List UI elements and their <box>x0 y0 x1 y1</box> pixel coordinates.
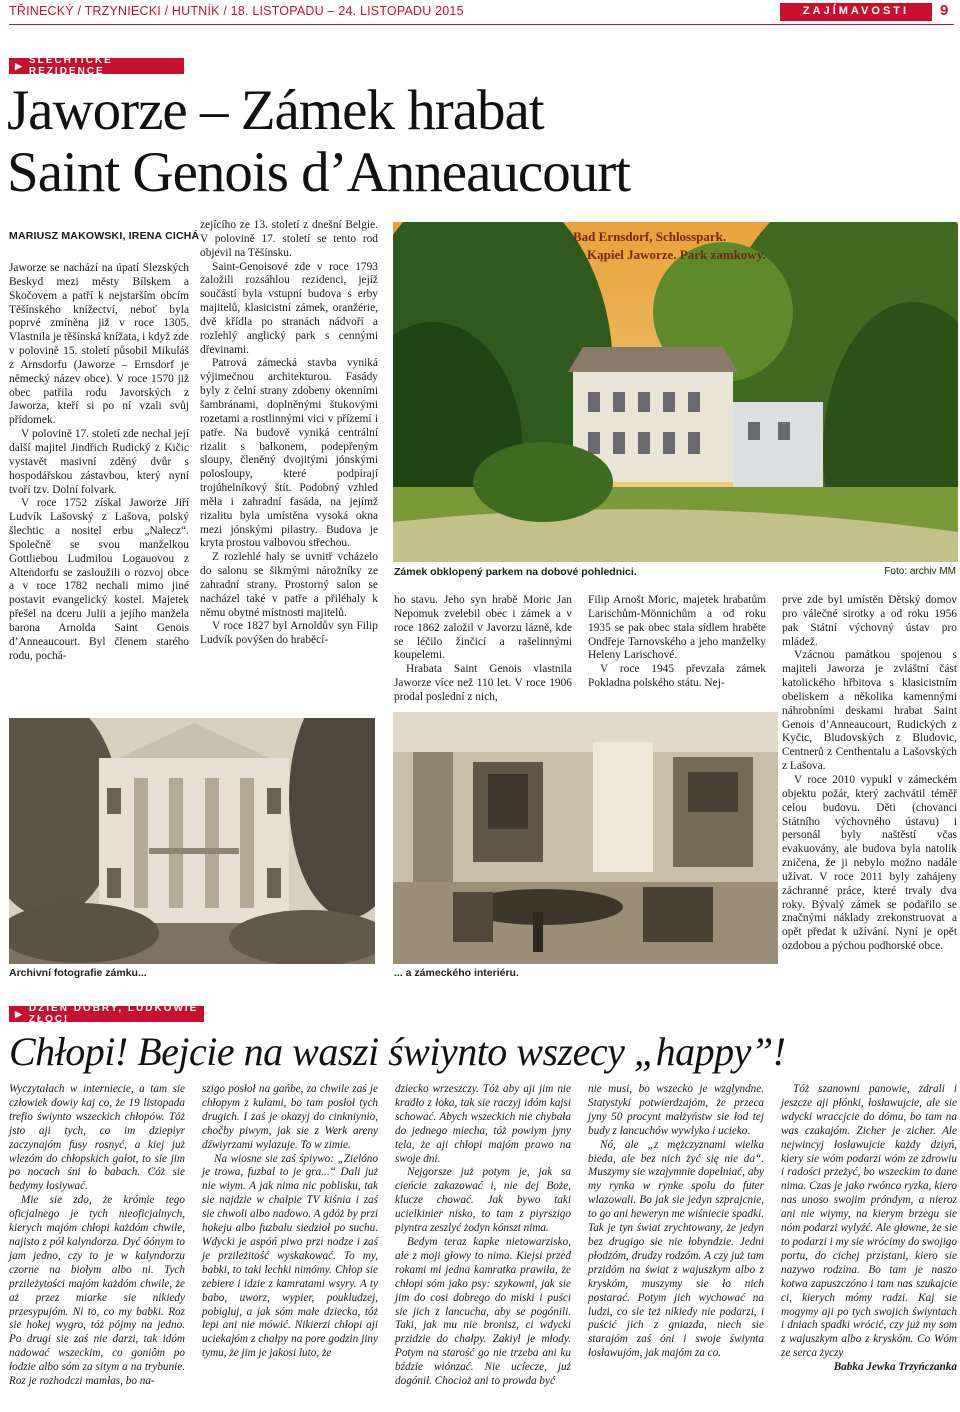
signature <box>781 1361 957 1375</box>
article1-column-1 <box>9 262 189 663</box>
article-title-line1: Jaworze – Zámek hrabat <box>7 79 544 142</box>
paragraph: nie musi, bo wszecko je wzglyndne. Statystyki potwierdzajóm, że przeca jyny 50 procynt małżyństw sie łod tej budy z łancuchów wywlyko i ucieko. <box>588 1083 764 1137</box>
page-number: 9 <box>940 2 949 19</box>
article2-column-3 <box>395 1083 571 1389</box>
photo-castle-archive <box>9 718 375 964</box>
caption-park: Zámek obklopený parkem na dobové pohlednici. <box>394 566 637 578</box>
kicker-dzien-dobry: DZIEŃ DOBRY, LUDKOWIE ZŁOCI <box>28 1003 199 1025</box>
article2-column-2 <box>202 1083 378 1361</box>
postcard-caption-line2: Kąpiel Jaworze. Park zamkowy. <box>587 247 766 262</box>
paragraph: Nejgorsze już potym je, jak sa cieńcie zakazować i, nie dej Boże, klucze chować. Jak bywo taki ucielkinier nisko, to tam z piyrszigo piyntra zeszlyć żodyn kónszt nima. <box>395 1166 571 1235</box>
paragraph: Patrová zámecká stavba vyniká výjimečnou architekturou. Fasády byly z čelní strany zdobeny okenními šambránami, doplněnými štukovými rozetami a rostlinnými vici v přízemí i patře. Na budově vyniká centrální rizalit s balkonem, podepřeným sloupy, členěný dvojitými jónskými polosloupy, které podpírají trojúhelníkový štít. Podobný vzhled měla i zahradní fasáda, na jejímž rizalitu byla umístěna vysoká okna mezi jónskými pilastry. Budova je kryta prostou valbovou střechou. <box>200 357 378 550</box>
paragraph: ho stavu. Jeho syn hrabě Moric Jan Nepomuk zvelebil obec i zámek a v roce 1862 založil v Javorzu lázně, kde se léčilo žinčicí a rašelinnými koupelemi. <box>394 594 572 662</box>
paragraph: dziecko wrzeszczy. Tóż aby aji jim nie kradło z łoka, tak sie raczyj idóm kajsi schować. Abych wszeckich nie chybała do jednego miecha, tóż powiym jyny tela, że aji chłopi majóm prawo na swoje dni. <box>395 1083 571 1165</box>
paragraph: Filip Arnošt Moric, majetek hrabatům Larischům-Mönnichům a od roku 1935 se pak obec stala sídlem hraběte Ondřeje Tarnovského a jeho manželky Heleny Larischové. <box>588 594 766 662</box>
caption-archive: Archivní fotografie zámku... <box>9 967 147 979</box>
triangle-icon: ▶ <box>15 60 24 71</box>
postcard-caption-line1: Bad Ernsdorf, Schlosspark. <box>573 229 727 244</box>
kicker-bar-dzien-dobry <box>9 1003 204 1025</box>
kicker-rezidence: ŠLECHTICKÉ REZIDENCE <box>28 55 113 77</box>
paragraph: Bedym teraz kapke nietowarzisko, ale z moji głowy to nima. Kiejsi przed rokami mi jedna kamratka prawiła, że chłopi sóm jako psy: szykowni, jak sie jim do cosi dobrego do miski i puści sie jich z lancucha, aby se pogónili. Taki, jak mu nie bronisz, ci wdycki przidzie do chałpy. Zakiyl je młody. Potym na starość go nie trzeba ani ku bździe wiónzać. Nie ucíecze, już dogónił. Chocioż ani to prowda być <box>395 1235 571 1388</box>
paragraph: V roce 1945 převzala zámek Pokladna polského státu. Nej- <box>588 663 766 690</box>
page-header <box>0 0 960 26</box>
paragraph: V polovině 17. století zde nechal její další majitel Jindřich Rudický z Kičic vystavět masivní zděný dvůr s hospodářskou zástavbou, který nyní tvoří tzv. Dolní folvark. <box>9 428 189 496</box>
article1-column-5 <box>782 594 957 954</box>
article-title <box>7 80 630 204</box>
article1-column-2 <box>200 219 378 648</box>
article2-column-4 <box>588 1083 764 1361</box>
article2-column-1 <box>9 1083 185 1389</box>
photo-credit: Foto: archiv MM <box>884 566 956 577</box>
paragraph: V roce 1827 byl Arnoldův syn Filip Ludvík povýšen do hraběcí- <box>200 620 378 647</box>
paragraph: prve zde byl umístěn Dětský domov pro válečné sirotky a od roku 1956 pak Státní výchovný ústav pro mládež. <box>782 594 957 648</box>
paragraph: szigo posłoł na gańbe, za chwile zaś je chłopym z kulami, bo tam posłoł tych drugich. I zaś je okazyj do cinkniynio, chočby piwym, jak sie z Werk areny dźwiyrzami wylazuje. To w zimie. <box>202 1083 378 1151</box>
article1-column-3 <box>394 594 572 705</box>
paragraph: Wyczytałach w interniecie, a tam sie człowiek dowiy kaj co, że 19 listopada trefio świynto wszeckich chłopów. Tóż jsto aji tych, co im dziepiyr zaczynajóm fusy rosnyć, a kiej już wlezóm do chłopskich gałot, to sie jim po nocach śni ło babach. Cóż sie bedymy łosiywać. <box>9 1083 185 1193</box>
header-section-label: ZAJÍMAVOSTI <box>802 5 910 17</box>
signature-text: Babka Jewka Trzyńczanka <box>833 1361 957 1374</box>
column-title: Chłopi! Bejcie na waszi świynto wszecy „happy”! <box>9 1029 786 1074</box>
paragraph: V roce 1752 získal Jaworze Jiří Ludvík Lašovský z Lašova, polský šlechtic a nositel erbu „Nalecz“. Společně se svou manželkou Gottliebou Ludmilou Logauovou z Altendorfu se zasloužili o rozvoj obce a v roce 1782 nechali mimo jiné postavit evangelický kostel. Majetek přešel na dceru Julii a jejího manžela barona Arnolda Saint Genois d’Anneaucourt. Byl členem starého rodu, pochá- <box>9 497 189 662</box>
header-publication-line: TŘINECKÝ / TRZYNIECKI / HUTNÍK / 18. LISTOPADU – 24. LISTOPADU 2015 <box>9 4 464 18</box>
paragraph: Hrabata Saint Genois vlastnila Jaworze více než 110 let. V roce 1906 prodal poslední z nich, <box>394 663 572 703</box>
authors: MARIUSZ MAKOWSKI, IRENA CICHÁ <box>9 230 200 242</box>
paragraph: Na wiosne sie zaś śpiywo: „Zielóno je trowa, fuzbal to je gra...“ Dali już nie wiym. A jak nima nic poblisku, tak sie najdzie w chałpie TV kiśnia i zaś sie chwoli albo nadowo. A gdóż by przi hokeju albo fuzbalu siedzioł po suchu. Wdycki je aspóń piwo przi nodze i zaś je przileżitość wyskakować. To my, babki, to taki lechki nimómy. Chłop sie zebiere i idzie z kamratami wsyry. A ty babo, uworz, wypier, poukludzej, pobigluj, a jak sóm małe dziecka, tóż lepi ani nie mówić. Nikierzi chłopi aji uciekajóm z chałpy na pore godzin jiny tymu, że jim je jakosi luto, że <box>202 1152 378 1360</box>
kicker-bar-rezidence <box>9 55 184 77</box>
article2-column-5 <box>781 1083 957 1375</box>
paragraph: zejícího ze 13. století z dnešní Belgie. V polovině 17. století se tento rod objevil na Těšínsku. <box>200 219 378 259</box>
article-title-line2: Saint Genois d’Anneaucourt <box>7 141 631 204</box>
paragraph: Tóż szanowni panowie, zdrali i jeszcze aji płónki, łosławujcie, ale sie wdycki wraccjcie do dómu, bo tam na was czakajóm. Zicher je zicher. Ale nejwincyj łosławujcie każdy dziyń, kiery sie wóm podarzi wóm ze zdrowiu i radości przeżyć, bo wszeckim to dane nima. Czas je jako rwónco ryzka, kiero nas unoso swojim próndym, a nieroz ani nie wiymy, na kierym brzegu sie nóm podarzi wylyźć. Ale głowne, że sie to podarzi i my sie wrócimy do swojigo portu, do cichej przistani, kiero sie nazywo rodzina. Bo tam je naszo kotwa zapuszczóno i tam nas szukajcie ci, kierych mómy radzi. Kaj sie mogymy aji po tych swojich świyntach i dniach spadki wrócić, czy już my som z wajuszkym albo z kryskóm. Co Wóm ze serca życzy <box>781 1083 957 1360</box>
triangle-icon: ▶ <box>15 1008 24 1019</box>
paragraph: Nó, ale „z mężczyznami wielka bieda, ale bez nich żyć się nie da“. Muszymy sie wzajymnie dopełniać, aby my rynka w rynke spolu do futer wlazowali. Bo jak sie jedyn szprajcnie, to go ani heweryn me wiśniecie spadki. Tak je tyn świat zrychtowany, że jedyn bez drugigo sie nie łobyndzie. Jedni płodzóm, drudzy rodzóm. A czy już tam przidóm na świat z wajuszkym albo z kryskóm, muszymy sie ło nich postarać. Potym jich wychować na ludzi, co sie też nikiedy nie podarzi, i puścić jich z gniazda, niech sie starajóm zaś óni i swoje świynta łosławujóm, jak majóm za co. <box>588 1138 764 1360</box>
paragraph: Saint-Genoisové zde v roce 1793 založili rozsáhlou rezidenci, jejíž součástí byla vstupní budova s erby majitelů, klasicistní zámek, oranžérie, dvě křídla po stranách nádvoří a rozlehlý anglický park s cennými dřevinami. <box>200 260 378 356</box>
article1-column-4 <box>588 594 766 691</box>
paragraph: Jaworze se nachází na úpatí Slezských Beskyd mezi městy Bílskem a Skočovem a patří k nejstarším obcím Těšínského knížectví, neboť byla poprvé zmíněna již v roce 1305. Vlastnila je těšínská knížata, i když zde v polovině 15. století působil Mikuláš z Arnsdorfu (Jaworze – Ernsdorf je německý název obce). V roce 1570 již obec patřila rodu Javorských z Jaworza, kteří si po ní vzali svůj přídomek. <box>9 262 189 427</box>
caption-interior: ... a zámeckého interiéru. <box>394 967 519 979</box>
paragraph: Mie sie zdo, że krómie tego oficjalnego je tych nieoficjalnych, kierych majóm chłopi każdóm chwile, najisto z pół kalyndorza. Dyć óónym to jam jedno, czy to je w kalyndorzu czorne na biołym albo ni. Tych przileżytości majóm każdóm chwile, że aż przez miarke sie nikiedy przesypujóm. Ni to, co my babki. Roz sie hokej wygro, tóż pójmy na jedno. Po drugi sie zaś nie darzi, tak idóm nadować wszeckim, co goniôm po łodzie albo sóm za sitym a na trybunie. Roz je rozhodczi mamłas, bo na- <box>9 1194 185 1388</box>
header-rule <box>9 24 954 25</box>
photo-castle-interior <box>393 712 778 964</box>
paragraph: Z rozlehlé haly se uvnitř vcházelo do salonu se šikmými nárožníky ze zahradní strany. Prostorný salon se nacházel také v patře a přiléhaly k němu obytné místnosti majitelů. <box>200 551 378 619</box>
paragraph: V roce 2010 vypukl v zámeckém objektu požár, který zachvátil téměř celou budovu. Děti (chovanci Státního výchovného ústavu) i personál byly naštěstí včas evakuovány, ale budova byla natolik zničena, že ji nebylo možno nadále užívat. V roce 2011 byly zahájeny záchranné práce, které trvaly dva roky. Bývalý zámek se podařilo se značnými náklady zrekonstruovat a opět předat k užívání. Nyní je opět ozdobou a pýchou podhorské obce. <box>782 773 957 953</box>
photo-castle-park-postcard <box>393 222 958 562</box>
postcard-caption <box>573 228 766 264</box>
paragraph: Vzácnou památkou spojenou s majiteli Jaworza je zvláštní část katolického hřbitova s klasicistním obeliskem a několika kamennými náhrobními deskami hrabat Saint Genois d’Anneaucourt, Rudických z Kyčic, Bludovských z Bludovic, Centnerů z Centhentalu a Lašovských z Lašova. <box>782 649 957 773</box>
